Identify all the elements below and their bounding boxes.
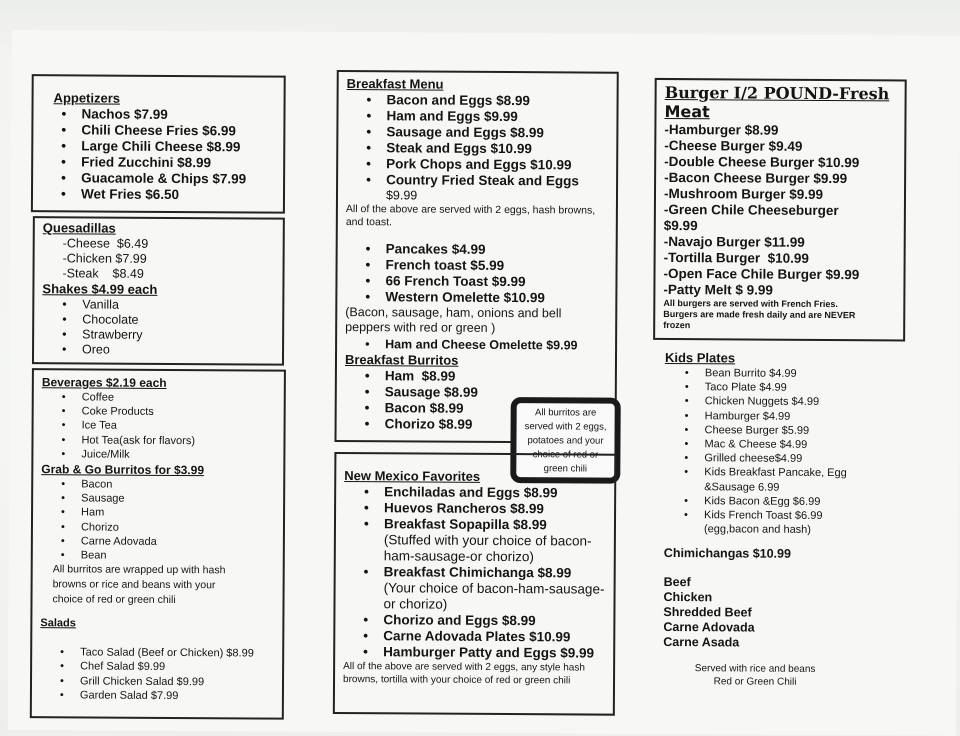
breakfast-note: All of the above are served with 2 eggs, hash browns, and toast. (345, 203, 596, 229)
chimichangas-note: Served with rice and beans Red or Green Chili (694, 663, 816, 688)
list-item: • Vanilla (42, 297, 274, 313)
list-item: • Kids French Toast $6.99 (egg,bacon and hash) (664, 508, 854, 538)
burger-title-a: Burger I/2 POUND-Fresh (664, 82, 890, 104)
list-item: • Coke Products (42, 404, 276, 420)
chimichangas-title: Chimichangas $10.99 (663, 545, 792, 561)
grab-go-title: Grab & Go Burritos for $3.99 (41, 462, 205, 478)
burger-list (663, 122, 896, 299)
burger-box (653, 78, 907, 342)
list-item: • Chef Salad $9.99 (40, 660, 274, 676)
list-item: • Juice/Milk (41, 447, 275, 463)
burger-title (664, 84, 896, 123)
item-title: Breakfast Chimichanga $8.99 (383, 564, 572, 581)
list-item: • Cheese Burger $5.99 (665, 423, 925, 439)
list-item: • Western Omelette $10.99 (345, 289, 607, 307)
quesadillas-shakes-box (32, 216, 285, 366)
list-item: • Chorizo $8.99 (345, 416, 607, 434)
list-item: • Wet Fries $6.50 (41, 186, 275, 203)
list-item: $9.99 (663, 217, 698, 234)
list-item: • Ham and Cheese Omelette $9.99 (345, 337, 607, 354)
country-price: $9.99 (385, 188, 418, 203)
list-item: Beef (663, 574, 691, 590)
item-title: Breakfast Sopapilla $8.99 (383, 516, 547, 533)
list-item: • Bacon (41, 477, 275, 493)
burger-note: All burgers are served with French Fries. Burgers are made fresh daily and are NEVER frozen (663, 297, 856, 331)
list-item (344, 516, 606, 566)
beverages-box (30, 368, 286, 720)
list-item: • Chorizo (41, 520, 275, 536)
burritos-title: Breakfast Burritos (344, 352, 459, 368)
list-item: • Ham and Eggs $9.99 (346, 108, 608, 126)
list-item: -Patty Melt $ 9.99 (663, 281, 774, 298)
shakes-list (42, 297, 274, 358)
list-item: • Hamburger Patty and Eggs $9.99 (343, 644, 605, 662)
menu-sheet (8, 30, 960, 736)
appetizers-list (41, 106, 276, 203)
list-item: -Mushroom Burger $9.99 (663, 185, 824, 202)
breakfast-box (334, 70, 618, 444)
list-item: -Chicken $7.99 (62, 251, 147, 266)
list-item: Shredded Beef (663, 604, 752, 620)
nm-list (343, 484, 606, 662)
grab-go-list (41, 477, 276, 564)
list-item (343, 564, 605, 614)
list-item: • Mac & Cheese $4.99 (664, 437, 924, 453)
list-item: • Enchiladas and Eggs $8.99 (344, 484, 606, 502)
list-item: • Guacamole & Chips $7.99 (41, 170, 275, 187)
breakfast-list (346, 92, 609, 190)
list-item: • Bacon $8.99 (345, 400, 607, 418)
list-item: • Kids Bacon &Egg $6.99 (664, 494, 924, 510)
list-item: • Coffee (42, 390, 276, 406)
list-item: -Navajo Burger $11.99 (663, 233, 805, 250)
ham-omelette (345, 337, 607, 354)
list-item: • Ham $8.99 (345, 368, 607, 386)
list-item: • Strawberry (42, 327, 274, 343)
list-item: Chicken (663, 589, 713, 605)
list-item: Carne Adovada (663, 619, 755, 635)
list-item: • 66 French Toast $9.99 (345, 273, 607, 291)
list-item: • Chorizo and Eggs $8.99 (343, 612, 605, 630)
list-item: • Oreo (42, 342, 274, 358)
list-item: • Pork Chops and Eggs $10.99 (346, 156, 608, 174)
western-desc: (Bacon, sausage, ham, onions and bell peppers with red or green ) (345, 305, 562, 335)
list-item: • Grilled cheese$4.99 (664, 451, 924, 467)
burger-title-b: Meat (664, 101, 710, 122)
burritos-callout: All burritos are served with 2 eggs, potatoes and your choice of red or green chili (510, 397, 621, 484)
list-item: • Chili Cheese Fries $6.99 (41, 122, 275, 139)
breakfast-title: Breakfast Menu (346, 76, 444, 92)
list-item: • Steak and Eggs $10.99 (346, 140, 608, 158)
list-item: • Garden Salad $7.99 (40, 688, 274, 704)
list-item: • Chocolate (42, 312, 274, 328)
list-item: -Bacon Cheese Burger $9.99 (664, 169, 848, 187)
list-item: -Cheese $6.49 (62, 236, 149, 251)
list-item: -Double Cheese Burger $10.99 (664, 153, 860, 171)
list-item: • Bacon and Eggs $8.99 (347, 92, 609, 110)
kids-list (664, 366, 925, 538)
list-item: • Carne Adovada (41, 534, 275, 550)
list-item: -Hamburger $8.99 (664, 121, 779, 138)
list-item: • Grill Chicken Salad $9.99 (40, 674, 274, 690)
nm-note: All of the above are served with 2 eggs, any style hash browns, tortilla with your choice of red or green chili (343, 661, 585, 687)
item-desc: (Your choice of bacon-ham-sausage- or chorizo) (383, 580, 605, 612)
list-item: • Ice Tea (42, 419, 276, 435)
list-item: • Kids Breakfast Pancake, Egg &Sausage 6.99 (664, 465, 874, 495)
appetizers-title: Appetizers (53, 90, 121, 106)
breakfast-list-2 (345, 241, 607, 307)
list-item: • Carne Adovada Plates $10.99 (343, 628, 605, 646)
list-item: Carne Asada (663, 634, 740, 650)
grab-go-note: All burritos are wrapped up with hash browns or rice and beans with your choice of red or green chili (52, 563, 226, 607)
list-item: • Sausage (41, 491, 275, 507)
list-item: • Bean Burrito $4.99 (665, 366, 925, 382)
list-item: -Green Chile Cheeseburger (663, 201, 839, 219)
kids-section (664, 350, 925, 538)
kids-title: Kids Plates (664, 349, 736, 366)
list-item: • Chicken Nuggets $4.99 (665, 394, 925, 410)
list-item: • Bean (41, 548, 275, 564)
quesadillas-title: Quesadillas (42, 220, 116, 236)
list-item: • Hamburger $4.99 (665, 409, 925, 425)
list-item: • Taco Plate $4.99 (665, 380, 925, 396)
list-item: -Steak $8.49 (62, 266, 144, 281)
nm-title: New Mexico Favorites (344, 468, 481, 484)
list-item: • Sausage $8.99 (345, 384, 607, 402)
list-item: • Sausage and Eggs $8.99 (346, 124, 608, 142)
list-item: • Large Chili Cheese $8.99 (41, 138, 275, 155)
chimichangas-section (663, 546, 924, 690)
salads-list (40, 645, 274, 703)
appetizers-box (31, 74, 286, 214)
list-item: -Tortilla Burger $10.99 (663, 249, 809, 266)
list-item: • Huevos Rancheros $8.99 (344, 500, 606, 518)
salads-title: Salads (40, 617, 76, 630)
list-item: • Taco Salad (Beef or Chicken) $8.99 (40, 645, 274, 661)
list-item: • Ham (41, 506, 275, 522)
list-item: • Nachos $7.99 (41, 106, 275, 123)
shakes-title: Shakes $4.99 each (42, 281, 158, 297)
beverages-list (41, 390, 275, 462)
list-item: • French toast $5.99 (346, 257, 608, 275)
list-item: -Cheese Burger $9.49 (664, 137, 803, 154)
beverages-title: Beverages $2.19 each (41, 375, 167, 390)
chimichangas-list (663, 575, 923, 652)
list-item: • Fried Zucchini $8.99 (41, 154, 275, 171)
list-item: • Country Fried Steak and Eggs (346, 172, 608, 190)
nm-favorites-box (333, 452, 617, 716)
item-desc: (Stuffed with your choice of bacon-ham-sausage-or chorizo) (383, 532, 592, 565)
list-item: • Pancakes $4.99 (346, 241, 608, 259)
list-item: -Open Face Chile Burger $9.99 (663, 265, 860, 283)
list-item: • Hot Tea(ask for flavors) (41, 433, 275, 449)
